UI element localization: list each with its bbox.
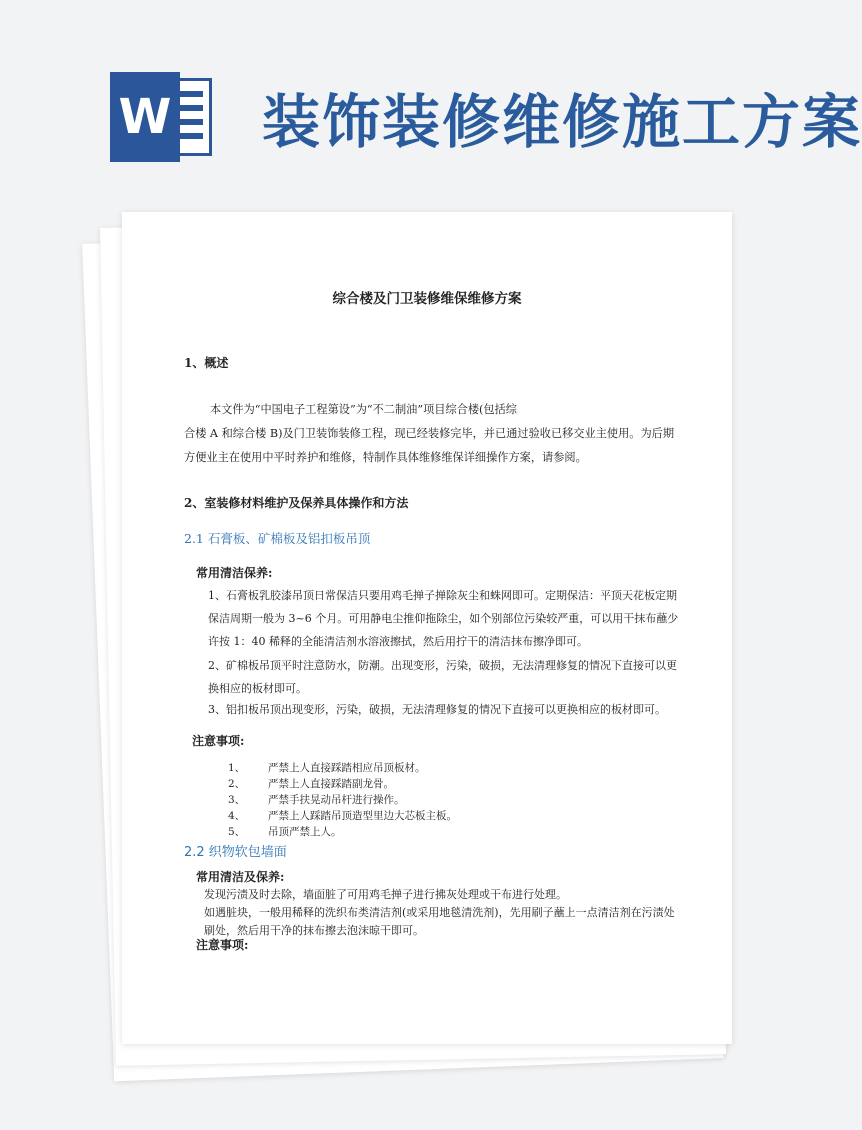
care-item-3: 3、铝扣板吊顶出现变形，污染，破损，无法清理修复的情况下直接可以更换相应的板材即可。 [208, 703, 666, 716]
document-page [122, 212, 732, 1044]
word-document-icon [110, 72, 215, 162]
fabric-care-line-1: 发现污渍及时去除，墙面脏了可用鸡毛掸子进行拂灰处理或干布进行处理。 [204, 888, 567, 901]
care-label: 常用清洁保养: [196, 566, 273, 580]
note-item: 3、 严禁手扶晃动吊杆进行操作。 [228, 794, 405, 806]
section-1-line-2: 合楼 A 和综合楼 B)及门卫装饰装修工程，现已经装修完毕，并已通过验收已移交业主使用。为后期方便业主在使用中平时养护和维修，特制作具体维修维保详细操作方案，请参阅。 [184, 427, 675, 464]
document-title: 综合楼及门卫装修维保维修方案 [332, 291, 522, 307]
note-item: 5、 吊顶严禁上人。 [228, 826, 342, 838]
care-item-1: 1、石膏板乳胶漆吊顶日常保洁只要用鸡毛掸子掸除灰尘和蛛网即可。定期保洁：平顶天花板定期保洁周期一般为 3~6 个月。可用静电尘推仰拖除尘，如个别部位污染较严重，可以用干抹布蘸少许按 1：40 稀释的全能清洁剂水溶液擦拭，然后用拧干的清洁抹布擦净即可。 [208, 589, 679, 648]
notes-label-2: 注意事项: [196, 938, 249, 952]
note-item: 1、 严禁上人直接踩踏相应吊顶板材。 [228, 762, 426, 774]
section-1-heading: 1、概述 [184, 356, 229, 370]
word-icon-letter: W [110, 72, 180, 162]
subsection-2-1-heading: 2.1 石膏板、矿棉板及铝扣板吊顶 [184, 531, 371, 546]
notes-list [228, 760, 457, 840]
care-label-2: 常用清洁及保养: [196, 870, 285, 884]
care-item-2: 2、矿棉板吊顶平时注意防水，防潮。出现变形，污染，破损，无法清理修复的情况下直接可以更换相应的板材即可。 [208, 659, 677, 695]
banner [0, 0, 862, 200]
fabric-care-line-2: 如遇脏块，一般用稀释的洗织布类清洁剂(或采用地毯清洗剂)，先用刷子蘸上一点清洁剂在污渍处刷处，然后用干净的抹布擦去泡沫晾干即可。 [204, 906, 675, 937]
section-2-heading: 2、室装修材料维护及保养具体操作和方法 [184, 496, 409, 510]
note-item: 2、 严禁上人直接踩踏副龙骨。 [228, 778, 394, 790]
note-item: 4、 严禁上人踩踏吊顶造型里边大芯板主板。 [228, 810, 457, 822]
subsection-2-2-heading: 2.2 织物软包墙面 [184, 845, 287, 860]
banner-title: 装饰装修维修施工方案 [262, 88, 862, 156]
section-1-line-1: 本文件为“中国电子工程第设”为“不二制油”项目综合楼(包括综 [210, 403, 517, 416]
notes-label: 注意事项: [192, 734, 245, 748]
